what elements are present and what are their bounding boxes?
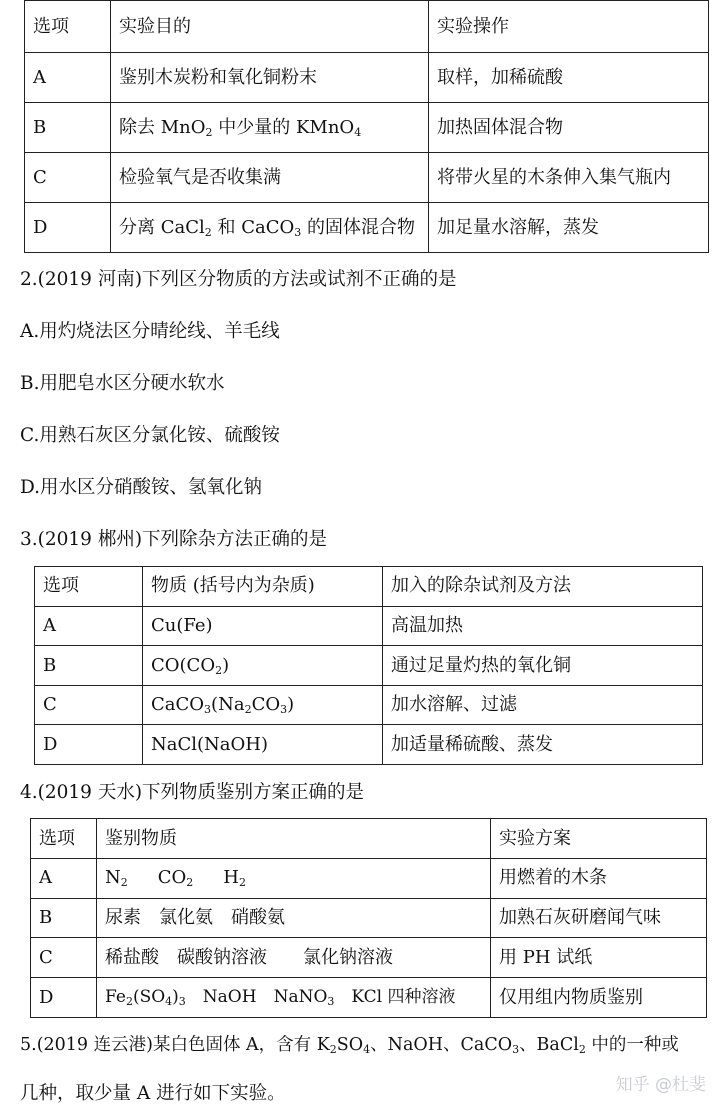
substance-cell: Cu(Fe) bbox=[143, 606, 383, 646]
option-cell: A bbox=[31, 858, 97, 898]
method-cell: 加适量稀硫酸、蒸发 bbox=[383, 725, 703, 765]
option-cell: B bbox=[31, 898, 97, 938]
table-header-row bbox=[25, 1, 709, 53]
table-row bbox=[25, 153, 709, 203]
method-cell: 通过足量灼热的氧化铜 bbox=[383, 646, 703, 686]
plan-cell: 用燃着的木条 bbox=[491, 858, 707, 898]
option-cell: C bbox=[25, 153, 111, 203]
question-5-line-1: 5.(2019 连云港)某白色固体 A，含有 $K_2SO_4$、NaOH、CaCO$_3$、BaCl$_2$ 中的一种或 bbox=[20, 1035, 679, 1056]
table-row bbox=[35, 685, 703, 725]
plan-cell: 仅用组内物质鉴别 bbox=[491, 978, 707, 1018]
table-row bbox=[25, 53, 709, 103]
watermark: 知乎 @杜斐 bbox=[615, 1075, 706, 1095]
table-row bbox=[35, 606, 703, 646]
identification-table bbox=[30, 818, 707, 1018]
table-header-row bbox=[31, 819, 707, 859]
header-purpose: 实验目的 bbox=[111, 1, 429, 53]
question-2-option-b: B.用肥皂水区分硬水软水 bbox=[20, 373, 225, 394]
table-row bbox=[31, 898, 707, 938]
header-plan: 实验方案 bbox=[491, 819, 707, 859]
table-row bbox=[35, 646, 703, 686]
method-cell: 加水溶解、过滤 bbox=[383, 685, 703, 725]
option-cell: D bbox=[25, 203, 111, 253]
purpose-cell: 鉴别木炭粉和氧化铜粉末 bbox=[111, 53, 429, 103]
purpose-cell: 分离 CaCl$_2$ 和 CaCO$_3$ 的固体混合物 bbox=[111, 203, 429, 253]
option-cell: D bbox=[35, 725, 143, 765]
table-row bbox=[31, 978, 707, 1018]
substances-cell: 稀盐酸 碳酸钠溶液 氯化钠溶液 bbox=[97, 938, 491, 978]
substance-cell: $CaCO_3(Na_2CO_3)$ bbox=[143, 685, 383, 725]
substance-cell: NaCl(NaOH) bbox=[143, 725, 383, 765]
header-option: 选项 bbox=[31, 819, 97, 859]
table-row bbox=[25, 203, 709, 253]
header-substance: 物质 (括号内为杂质) bbox=[143, 567, 383, 607]
operation-cell: 将带火星的木条伸入集气瓶内 bbox=[429, 153, 709, 203]
impurity-removal-table bbox=[34, 566, 703, 765]
substances-cell: 尿素 氯化氨 硝酸氨 bbox=[97, 898, 491, 938]
option-cell: B bbox=[35, 646, 143, 686]
table-row bbox=[31, 938, 707, 978]
plan-cell: 加熟石灰研磨闻气味 bbox=[491, 898, 707, 938]
header-substances: 鉴别物质 bbox=[97, 819, 491, 859]
table-header-row bbox=[35, 567, 703, 607]
operation-cell: 加足量水溶解，蒸发 bbox=[429, 203, 709, 253]
option-cell: C bbox=[31, 938, 97, 978]
purpose-cell: 除去 MnO$_2$ 中少量的 KMnO$_4$ bbox=[111, 103, 429, 153]
option-cell: A bbox=[25, 53, 111, 103]
operation-cell: 取样，加稀硫酸 bbox=[429, 53, 709, 103]
operation-cell: 加热固体混合物 bbox=[429, 103, 709, 153]
header-option: 选项 bbox=[35, 567, 143, 607]
question-2-option-a: A.用灼烧法区分晴纶线、羊毛线 bbox=[20, 321, 280, 342]
header-option: 选项 bbox=[25, 1, 111, 53]
table-row bbox=[25, 103, 709, 153]
question-2-option-d: D.用水区分硝酸铵、氢氧化钠 bbox=[20, 477, 263, 498]
header-method: 加入的除杂试剂及方法 bbox=[383, 567, 703, 607]
experiment-table-1 bbox=[24, 0, 709, 253]
header-operation: 实验操作 bbox=[429, 1, 709, 53]
substance-cell: $CO(CO_2)$ bbox=[143, 646, 383, 686]
question-3-stem: 3.(2019 郴州)下列除杂方法正确的是 bbox=[20, 529, 328, 550]
substances-cell: $N_2$ $CO_2$ $H_2$ bbox=[97, 858, 491, 898]
purpose-cell: 检验氧气是否收集满 bbox=[111, 153, 429, 203]
question-2-stem: 2.(2019 河南)下列区分物质的方法或试剂不正确的是 bbox=[20, 269, 457, 290]
plan-cell: 用 PH 试纸 bbox=[491, 938, 707, 978]
substances-cell: $Fe_2(SO_4)_3$ NaOH NaNO$_3$ KCl 四种溶液 bbox=[97, 978, 491, 1018]
question-4-stem: 4.(2019 天水)下列物质鉴别方案正确的是 bbox=[20, 782, 365, 803]
option-cell: A bbox=[35, 606, 143, 646]
question-2-option-c: C.用熟石灰区分氯化铵、硫酸铵 bbox=[20, 425, 280, 446]
method-cell: 高温加热 bbox=[383, 606, 703, 646]
option-cell: B bbox=[25, 103, 111, 153]
question-5-line-2: 几种，取少量 A 进行如下实验。 bbox=[20, 1083, 286, 1104]
table-row bbox=[35, 725, 703, 765]
table-row bbox=[31, 858, 707, 898]
option-cell: D bbox=[31, 978, 97, 1018]
option-cell: C bbox=[35, 685, 143, 725]
